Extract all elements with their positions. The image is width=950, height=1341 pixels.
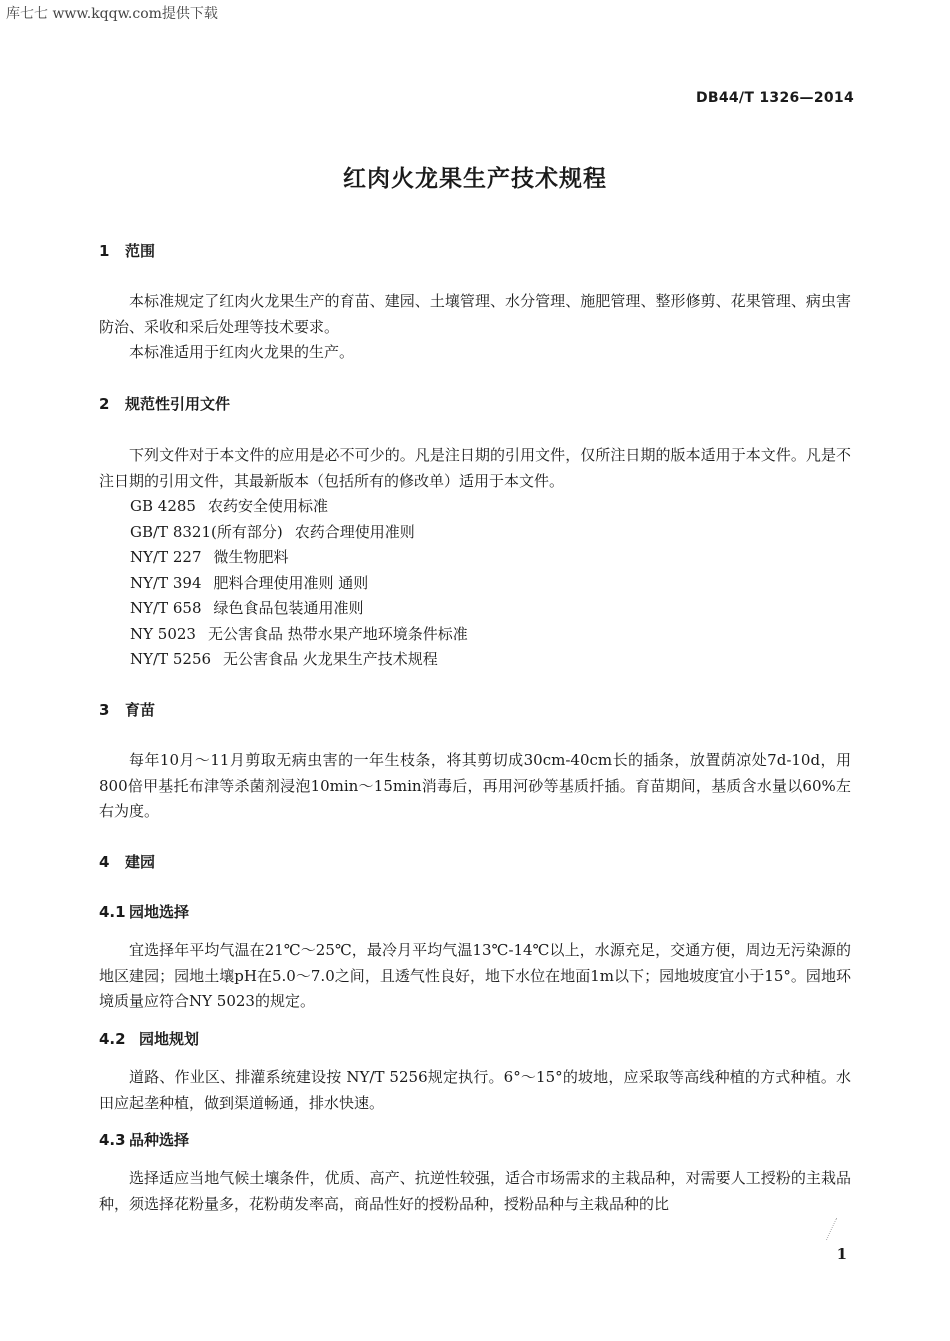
section-1-body <box>99 289 851 366</box>
section-2 <box>99 393 851 415</box>
reference-item <box>130 622 851 648</box>
paragraph: 宜选择年平均气温在21℃～25℃，最冷月平均气温13℃-14℃以上，水源充足，交通方便，周边无污染源的地区建园；园地土壤pH在5.0～7.0之间，且透气性良好，地下水位在地面1m以下；园地坡度宜小于15°。园地环境质量应符合NY 5023的规定。 <box>99 941 851 1010</box>
reference-item <box>130 596 851 622</box>
reference-name: 无公害食品 火龙果生产技术规程 <box>223 650 438 668</box>
reference-code: NY/T 658 <box>130 599 202 617</box>
reference-name: 农药合理使用准则 <box>294 522 415 541</box>
document-number: DB44/T 1326—2014 <box>695 90 854 106</box>
section-heading: 1 范围 <box>99 242 156 260</box>
reference-item <box>130 545 851 571</box>
reference-name: 肥料合理使用准则 通则 <box>213 573 369 592</box>
paragraph: 每年10月～11月剪取无病虫害的一年生枝条，将其剪切成30cm-40cm长的插条，放置荫凉处7d-10d，用800倍甲基托布津等杀菌剂浸泡10min～15min消毒后，再用河砂等基质扦插。育苗期间，基质含水量以60%左右为度。 <box>99 751 851 820</box>
paragraph: 下列文件对于本文件的应用是必不可少的。凡是注日期的引用文件，仅所注日期的版本适用于本文件。凡是不注日期的引用文件，其最新版本（包括所有的修改单）适用于本文件。 <box>99 446 851 490</box>
reference-item <box>130 520 851 546</box>
section-4-2-body <box>99 1065 851 1116</box>
section-2-body <box>99 443 851 673</box>
page-number: 1 <box>836 1245 847 1263</box>
subsection-heading: 4.1 园地选择 <box>99 903 190 921</box>
section-4-3-body <box>99 1166 851 1217</box>
reference-code: NY/T 394 <box>130 573 202 592</box>
section-4-1 <box>99 901 851 923</box>
reference-code: GB/T 8321(所有部分) <box>130 522 283 541</box>
subsection-heading: 4.3 品种选择 <box>99 1131 190 1149</box>
section-3-body <box>99 748 851 825</box>
section-heading: 2 规范性引用文件 <box>99 395 231 413</box>
section-4-3 <box>99 1129 851 1151</box>
section-1 <box>99 240 851 262</box>
document-title: 红肉火龙果生产技术规程 <box>343 166 607 192</box>
watermark-text: 库七七 www.kqqw.com提供下载 <box>6 6 218 22</box>
reference-code: NY/T 5256 <box>130 650 212 668</box>
section-3 <box>99 699 851 721</box>
section-4-2 <box>99 1028 851 1050</box>
reference-code: GB 4285 <box>130 497 196 515</box>
section-4-1-body <box>99 938 851 1015</box>
paragraph: 本标准适用于红肉火龙果的生产。 <box>129 343 355 361</box>
page-corner-mark <box>826 1218 855 1240</box>
reference-name: 绿色食品包装通用准则 <box>213 599 364 617</box>
reference-list <box>99 494 851 673</box>
section-4 <box>99 851 851 873</box>
reference-code: NY/T 227 <box>130 548 202 566</box>
reference-name: 无公害食品 热带水果产地环境条件标准 <box>207 624 468 643</box>
reference-item <box>130 571 851 597</box>
reference-name: 微生物肥料 <box>213 548 289 566</box>
reference-code: NY 5023 <box>130 624 196 643</box>
reference-name: 农药安全使用标准 <box>207 497 328 515</box>
section-heading: 4 建园 <box>99 853 156 871</box>
paragraph: 选择适应当地气候土壤条件，优质、高产、抗逆性较强，适合市场需求的主栽品种，对需要人工授粉的主栽品种，须选择花粉量多，花粉萌发率高，商品性好的授粉品种，授粉品种与主栽品种的比 <box>99 1169 851 1213</box>
reference-item <box>130 647 851 673</box>
paragraph: 道路、作业区、排灌系统建设按 NY/T 5256规定执行。6°～15°的坡地，应采取等高线种植的方式种植。水田应起垄种植，做到渠道畅通，排水快速。 <box>99 1068 851 1112</box>
section-heading: 3 育苗 <box>99 701 156 719</box>
subsection-heading: 4.2 园地规划 <box>99 1030 200 1048</box>
reference-item <box>130 494 851 520</box>
paragraph: 本标准规定了红肉火龙果生产的育苗、建园、土壤管理、水分管理、施肥管理、整形修剪、花果管理、病虫害防治、采收和采后处理等技术要求。 <box>99 292 851 336</box>
